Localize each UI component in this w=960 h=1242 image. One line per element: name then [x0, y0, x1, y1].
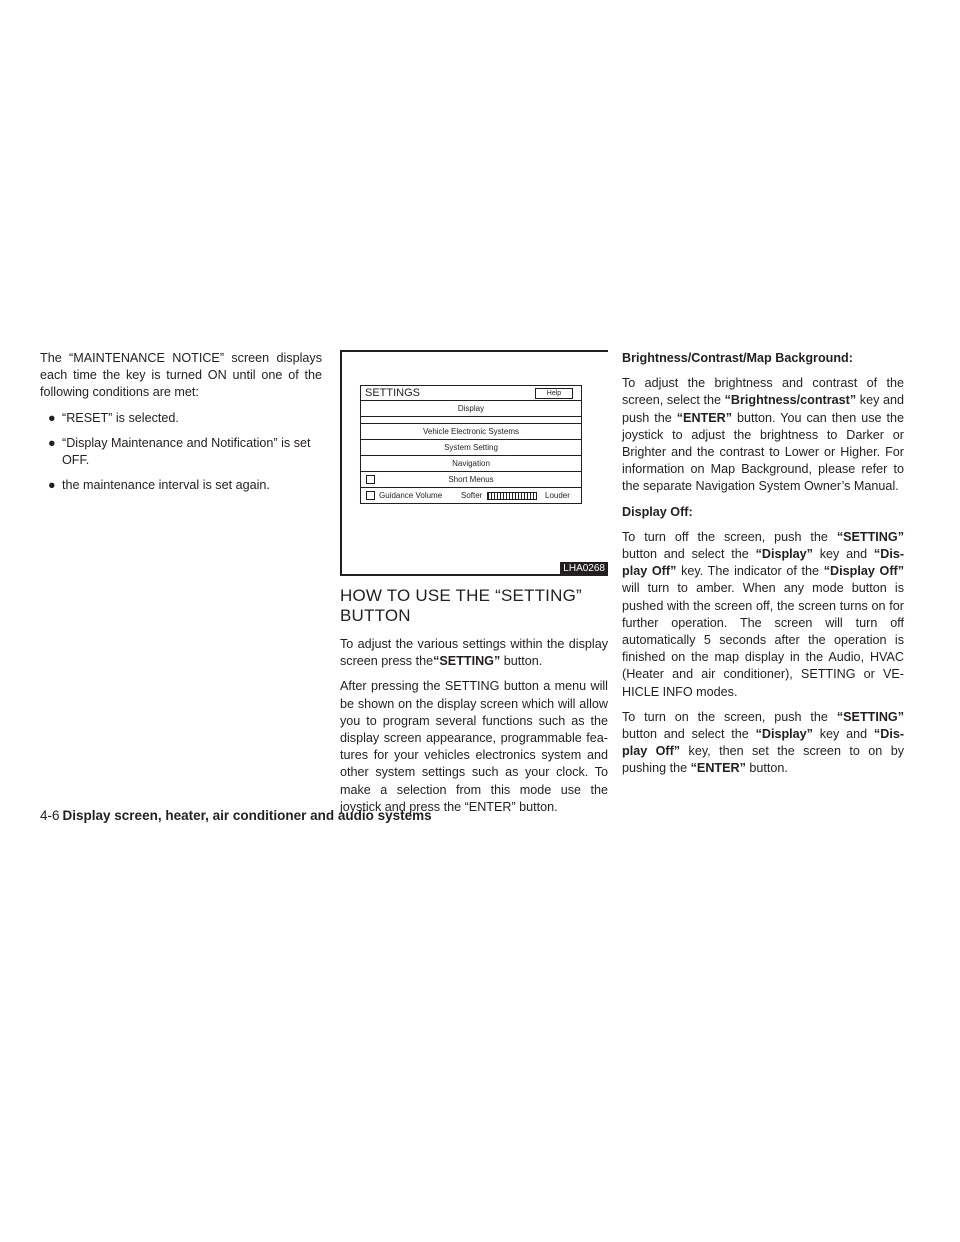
setting-paragraph-2: After pressing the SETTING button a menu will be shown on the display screen which will allow you to program several functions such as the display screen appearance, programmable fea-tures for your vehicles electronics system and other system settings such as your clock. To make a selection from this mode use the joystick and press the “ENTER” button. — [340, 679, 608, 814]
settings-screen-figure — [340, 350, 608, 576]
settings-screen — [360, 385, 582, 504]
bullet-icon: ● — [48, 478, 56, 493]
left-column — [40, 350, 322, 502]
brightness-heading: Brightness/Contrast/Map Background: — [622, 351, 853, 365]
section-heading: HOW TO USE THE “SETTING” BUTTON — [340, 586, 582, 625]
intro-paragraph: The “MAINTENANCE NOTICE” screen displays each time the key is turned ON until one of the following conditions are met: — [40, 351, 322, 400]
screen-title: SETTINGS — [365, 387, 421, 399]
section-title: Display screen, heater, air conditioner and audio systems — [62, 808, 432, 823]
volume-slider-icon — [487, 492, 537, 500]
screen-title-row — [361, 386, 581, 401]
guidance-volume-row — [361, 488, 581, 503]
menu-gap — [361, 417, 581, 424]
brightness-paragraph: To adjust the brightness and contrast of the screen, select the “Brightness/contrast” key and push the “ENTER” button. You can then use the joystick to adjust the brightness to Darker or Brighter and the contrast to Lower or Higher. For information on Map Background, please refer to the separate Navigation System Owner’s Manual. — [622, 376, 904, 494]
checkbox-icon — [366, 491, 375, 500]
bullet-icon: ● — [48, 410, 56, 425]
louder-label: Louder — [545, 491, 570, 500]
middle-column — [340, 350, 608, 824]
menu-item-system-setting: System Setting — [361, 440, 581, 456]
bullet-item — [40, 477, 322, 494]
right-column — [622, 350, 904, 786]
figure-border — [340, 350, 608, 352]
page-number: 4-6 — [40, 808, 60, 823]
bullet-item — [40, 410, 322, 427]
help-key: Help — [535, 388, 573, 399]
bullet-text: “RESET” is selected. — [62, 410, 179, 425]
display-off-heading: Display Off: — [622, 504, 693, 519]
guidance-volume-label: Guidance Volume — [379, 491, 443, 500]
menu-item-navigation: Navigation — [361, 456, 581, 472]
menu-item-display: Display — [361, 401, 581, 417]
checkbox-icon — [366, 475, 375, 484]
display-off-paragraph: To turn off the screen, push the “SETTING” button and select the “Display” key and “Dis-play Off” key. The indicator of the “Display Off” will turn to amber. When any mode button is pushed with the screen off, the screen turns on for further operation. The screen will turn off automatically 5 seconds after the operation is finished on the map display in the Audio, HVAC (Heater and air conditioner), SETTING or VE-HICLE INFO modes. — [622, 529, 905, 699]
bullet-text: the maintenance interval is set again. — [62, 478, 270, 493]
figure-border — [340, 350, 342, 576]
figure-label: LHA0268 — [560, 562, 608, 576]
menu-item-vehicle-electronic-systems: Vehicle Electronic Systems — [361, 424, 581, 440]
setting-paragraph-1: To adjust the various settings within the display screen press the“SETTING” button. — [340, 637, 608, 669]
display-on-paragraph: To turn on the screen, push the “SETTING” button and select the “Display” key and “Dis-play Off” key, then set the screen to on by pushing the “ENTER” button. — [622, 709, 905, 776]
softer-label: Softer — [461, 491, 483, 500]
bullet-icon: ● — [48, 435, 56, 450]
short-menus-label: Short Menus — [448, 475, 494, 484]
menu-item-short-menus — [361, 472, 581, 488]
bullet-item — [40, 435, 322, 469]
bullet-text: “Display Maintenance and Notification” is set OFF. — [62, 435, 311, 468]
page-footer — [40, 808, 432, 824]
